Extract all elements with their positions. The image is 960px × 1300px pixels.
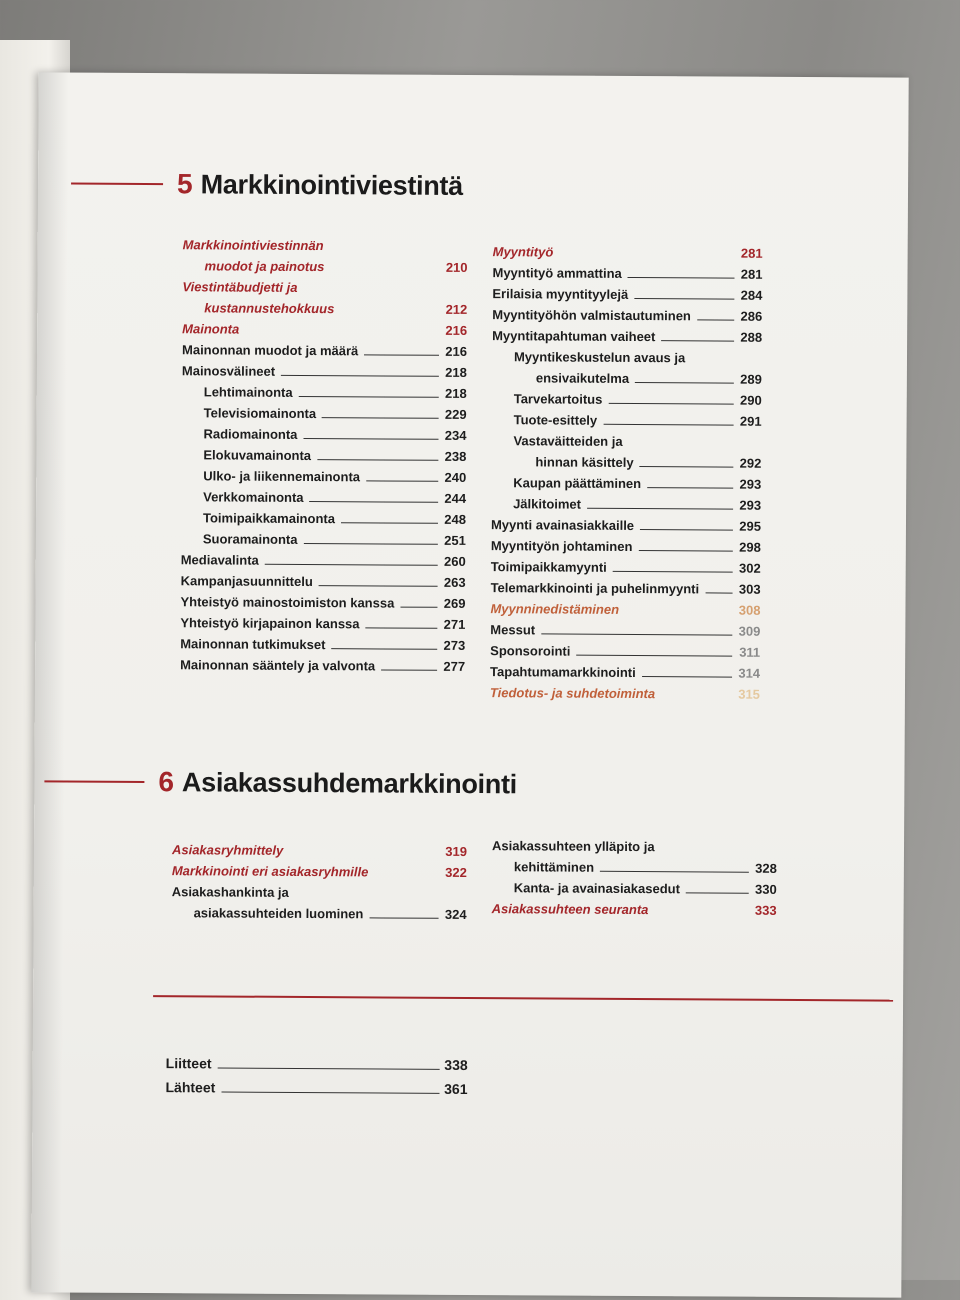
toc-entry [490,679,760,702]
leader-line [281,375,439,377]
leader-line [576,655,732,657]
toc-entry-label: Mainonnan sääntely ja valvonta [180,657,375,673]
toc-entry [182,336,467,359]
toc-entry [492,874,777,897]
leader-line [600,871,749,873]
toc-entry-label: Tarvekartoitus [514,391,603,407]
toc-entry [490,658,760,681]
toc-entry-label: Mainosvälineet [182,363,275,379]
toc-entry-label: Myyntityö [493,244,554,259]
chapter-number: 5 [177,168,193,200]
leader-line [331,648,437,650]
toc-page-number: 290 [738,393,762,408]
toc-page-number: 277 [441,659,465,674]
toc-page-number: 302 [737,561,761,576]
leader-line [341,522,438,524]
toc-entry [182,273,467,296]
toc-entry-label: Myynti avainasiakkaille [491,517,634,533]
chapter-5-right-column [490,238,763,702]
toc-page-number: 210 [444,260,468,275]
toc-entry [490,595,760,618]
leader-line [319,585,438,587]
toc-entry-label: Mediavalinta [181,552,259,567]
toc-page-number: 271 [441,617,465,632]
toc-page-number: 324 [443,907,467,922]
toc-entry-label: Telemarkkinointi ja puhelinmyynti [491,580,700,596]
leader-line [364,354,439,355]
toc-entry [182,399,467,422]
toc-entry-label: Jälkitoimet [513,496,581,511]
chapter-6-right-column [492,832,778,918]
toc-entry [492,322,762,345]
toc-entry-label: Televisiomainonta [204,405,317,421]
toc-page-number: 244 [442,491,466,506]
leader-line [647,487,733,489]
toc-entry [181,546,466,569]
toc-page-number: 234 [442,428,466,443]
toc-entry-label: Mainonnan muodot ja määrä [182,342,358,358]
toc-page-number: 308 [736,603,760,618]
chapter-rule [44,780,144,783]
leader-line [634,298,734,300]
toc-page-number: 269 [441,596,465,611]
toc-page-number: 298 [737,540,761,555]
toc-entry [490,637,760,660]
toc-page-number: 291 [738,414,762,429]
toc-entry-label: Yhteistyö mainostoimiston kanssa [180,594,394,610]
toc-page-number: 292 [737,456,761,471]
leader-line [322,417,439,419]
toc-entry-label: ensivaikutelma [536,370,629,386]
leader-line [381,669,437,670]
toc-page-number: 293 [737,477,761,492]
leader-line [400,607,437,608]
toc-page-number: 212 [443,302,467,317]
toc-entry-label: Verkkomainonta [203,489,304,505]
leader-line [299,396,439,398]
toc-entry-label: hinnan käsittely [535,454,633,470]
chapter-title: Asiakassuhdemarkkinointi [182,767,517,800]
toc-entry [182,294,467,317]
toc-page-number: 218 [443,365,467,380]
leader-line [541,633,732,635]
toc-entry-label: Myyntityöhön valmistautuminen [492,307,691,323]
toc-entry [492,406,762,429]
toc-entry [491,448,761,471]
toc-page-number: 288 [738,330,762,345]
chapter-6-left-column [172,836,468,922]
toc-page-number: 216 [443,344,467,359]
toc-entry-label: Kanta- ja avainasiakasedut [514,880,680,896]
toc-entry-label: Liitteet [166,1055,212,1071]
book-page [31,72,908,1297]
toc-entry-label: Sponsorointi [490,643,570,658]
toc-entry [492,301,762,324]
leader-line [265,564,438,566]
toc-entry [491,490,761,513]
toc-entry-label: Tuote-esittely [514,412,598,428]
chapter-number: 6 [158,766,174,798]
toc-entry-label: Messut [490,622,535,637]
toc-entry [165,1071,467,1097]
appendix-list [165,1047,467,1097]
leader-line [221,1091,439,1093]
leader-line [628,277,735,279]
chapter-title: Markkinointiviestintä [201,169,463,202]
toc-entry [180,630,465,653]
toc-entry-label: Markkinointi eri asiakasryhmille [172,863,369,879]
toc-entry [493,238,763,261]
leader-line [603,424,733,426]
toc-entry [492,895,777,918]
toc-entry [491,469,761,492]
spacer [648,917,752,918]
leader-line [366,480,438,481]
toc-entry [183,252,468,275]
toc-entry [492,385,762,408]
toc-entry-label: Tapahtumamarkkinointi [490,664,636,680]
toc-entry [492,343,762,366]
leader-line [608,403,733,405]
toc-page-number: 260 [442,554,466,569]
toc-page-number: 263 [442,575,466,590]
leader-line [661,340,734,341]
toc-entry [491,427,761,450]
toc-entry-label: kehittäminen [514,859,594,874]
toc-entry-label: Myyntityö ammattina [492,265,621,281]
toc-entry [181,525,466,548]
toc-page-number: 338 [444,1057,468,1073]
toc-entry-label: Suoramainonta [203,531,298,547]
leader-line [642,676,732,678]
toc-entry-label: Vastaväitteiden ja [513,433,622,449]
page-gutter-shadow [31,72,68,1292]
toc-entry-label: Elokuvamainonta [203,447,311,463]
toc-entry-label: Erilaisia myyntityylejä [492,286,628,302]
toc-entry-label: Myyntityön johtaminen [491,538,633,554]
toc-entry [180,609,465,632]
toc-entry [181,462,466,485]
toc-page-number: 309 [736,624,760,639]
leader-line [587,508,733,510]
toc-entry-label: Asiakasryhmittely [172,842,283,858]
toc-page-number: 286 [738,309,762,324]
toc-entry [181,420,466,443]
toc-page-number: 322 [443,865,467,880]
toc-page-number: 240 [442,470,466,485]
leader-line [613,571,733,573]
toc-entry [180,651,465,674]
toc-entry [180,588,465,611]
toc-entry [181,567,466,590]
leader-line [686,892,749,893]
leader-line [303,438,438,440]
toc-page-number: 295 [737,519,761,534]
toc-page-number: 293 [737,498,761,513]
toc-entry [492,832,777,855]
toc-entry [181,441,466,464]
toc-page-number: 333 [753,903,777,918]
toc-entry-label: Mainonta [182,321,239,336]
section-divider [153,995,893,1002]
toc-entry-label: Myyntikeskustelun avaus ja [514,349,685,365]
toc-page-number: 273 [441,638,465,653]
toc-page-number: 251 [442,533,466,548]
chapter-rule [71,183,163,186]
toc-entry-label: Toimipaikkamyynti [491,559,607,575]
leader-line [218,1067,440,1069]
toc-page-number: 319 [443,844,467,859]
toc-entry [491,574,761,597]
toc-entry-label: Toimipaikkamainonta [203,510,335,526]
toc-entry-label: Lehtimainonta [204,384,293,400]
toc-entry [172,836,467,859]
leader-line [638,550,732,552]
leader-line [310,501,439,503]
toc-entry [182,315,467,338]
toc-entry-label: kustannustehokkuus [204,300,334,316]
toc-page-number: 248 [442,512,466,527]
toc-entry [491,511,761,534]
toc-page-number: 315 [736,687,760,702]
toc-page-number: 328 [753,861,777,876]
toc-entry-label: Yhteistyö kirjapainon kanssa [180,615,359,631]
toc-entry [491,532,761,555]
chapter-6-heading [44,765,517,800]
toc-entry-label: Myynninedistäminen [490,601,619,617]
leader-line [303,543,437,545]
chapter-5-heading [71,168,463,202]
toc-page-number: 330 [753,882,777,897]
toc-page-number: 284 [738,288,762,303]
toc-entry [183,231,468,254]
toc-entry [172,899,467,922]
toc-entry-label: Viestintäbudjetti ja [182,279,297,295]
toc-entry-label: Asiakassuhteen seuranta [492,901,649,917]
leader-line [697,319,734,320]
toc-entry-label: Ulko- ja liikennemainonta [203,468,360,484]
toc-page-number: 311 [736,645,760,660]
toc-entry-label: Kampanjasuunnittelu [181,573,313,589]
leader-line [640,466,734,468]
leader-line [640,529,733,531]
toc-entry-label: Asiakassuhteen ylläpito ja [492,838,655,854]
toc-entry-label: Mainonnan tutkimukset [180,636,325,652]
toc-page-number: 303 [737,582,761,597]
toc-entry [182,378,467,401]
toc-entry [166,1047,468,1073]
toc-entry-label: Markkinointiviestinnän [183,237,324,253]
chapter-5-left-column [180,231,468,674]
toc-page-number: 281 [738,267,762,282]
toc-entry [492,853,777,876]
toc-page-number: 218 [443,386,467,401]
toc-entry [182,357,467,380]
toc-entry [492,364,762,387]
toc-entry-label: Tiedotus- ja suhdetoiminta [490,685,655,701]
toc-entry [492,259,762,282]
toc-entry-label: Lähteet [165,1079,215,1095]
leader-line [635,382,734,384]
toc-entry [172,878,467,901]
toc-entry [172,857,467,880]
toc-entry-label: Asiakashankinta ja [172,884,289,900]
toc-entry-label: Radiomainonta [203,426,297,442]
toc-page-number: 238 [442,449,466,464]
toc-page-number: 229 [443,407,467,422]
toc-entry-label: Myyntitapahtuman vaiheet [492,328,655,344]
toc-entry [490,616,760,639]
leader-line [317,459,438,461]
toc-entry [181,504,466,527]
toc-entry-label: Kaupan päättäminen [513,475,641,491]
leader-line [366,627,438,628]
leader-line [705,592,732,593]
toc-entry [491,553,761,576]
toc-page-number: 289 [738,372,762,387]
toc-entry-label: muodot ja painotus [205,258,325,274]
toc-page-number: 361 [443,1081,467,1097]
toc-entry-label: asiakassuhteiden luominen [194,905,364,921]
toc-page-number: 281 [739,246,763,261]
toc-page-number: 216 [443,323,467,338]
toc-entry [181,483,466,506]
leader-line [369,917,438,918]
toc-entry [492,280,762,303]
toc-page-number: 314 [736,666,760,681]
